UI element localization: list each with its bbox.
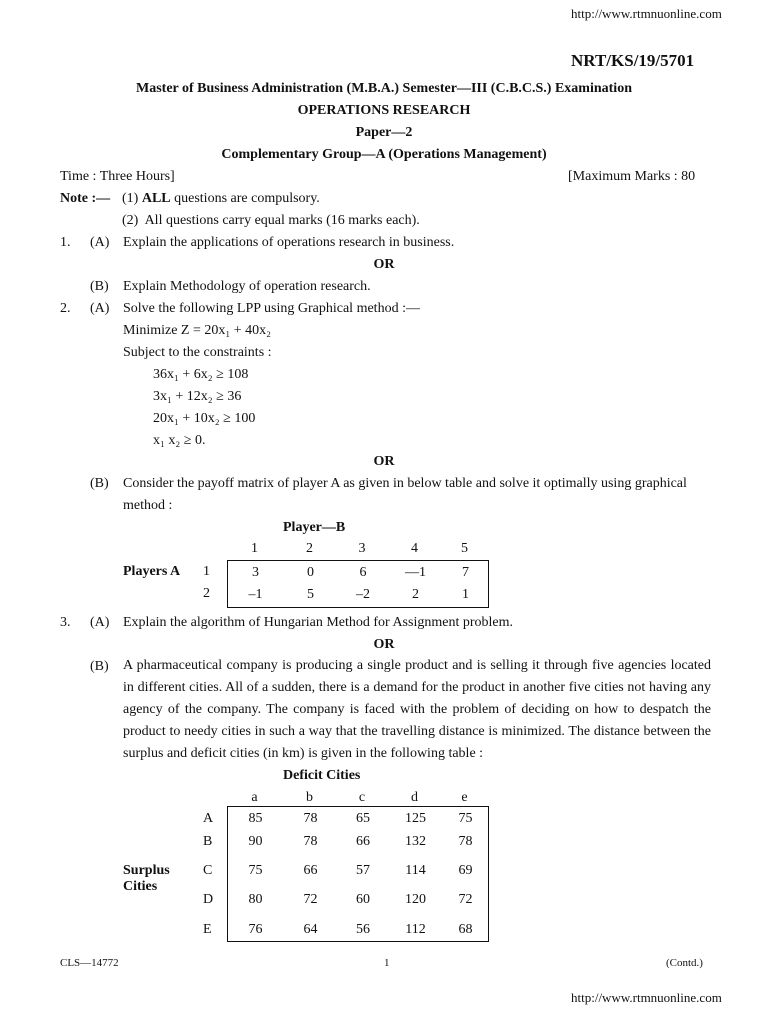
payoff-cell: 5 xyxy=(307,587,314,602)
distance-row-label: C xyxy=(203,863,213,878)
distance-cell: 69 xyxy=(458,863,473,878)
q2a-label: (A) xyxy=(90,301,110,316)
distance-cell: 78 xyxy=(303,811,318,826)
distance-row-title xyxy=(123,863,170,895)
distance-col-d: d xyxy=(411,790,418,805)
top-url-link[interactable]: http://www.rtmnuonline.com xyxy=(571,6,722,21)
distance-row-label: E xyxy=(203,922,212,937)
distance-col-e: e xyxy=(461,790,468,805)
q1b-label: (B) xyxy=(90,279,109,294)
payoff-cell: –2 xyxy=(356,587,370,602)
distance-cell: 132 xyxy=(405,834,426,849)
note-1-text: questions are compulsory. xyxy=(174,191,320,206)
page-number: 1 xyxy=(384,957,390,969)
paper-number: Paper—2 xyxy=(355,125,413,140)
distance-cell: 80 xyxy=(248,892,263,907)
contd-label: (Contd.) xyxy=(666,957,703,969)
payoff-col-title: Player—B xyxy=(283,520,346,535)
constraint-1: 36x₁ + 6x₂ ≥ 108 xyxy=(153,367,249,382)
q1-number: 1. xyxy=(60,235,71,250)
payoff-cell: 7 xyxy=(462,565,469,580)
distance-cell: 68 xyxy=(458,922,473,937)
note-2 xyxy=(122,213,420,229)
distance-cell: 64 xyxy=(303,922,318,937)
payoff-cell: 0 xyxy=(307,565,314,580)
distance-row-label: B xyxy=(203,834,213,849)
constraint-2: 3x₁ + 12x₂ ≥ 36 xyxy=(153,389,242,404)
distance-col-b: b xyxy=(306,790,313,805)
q2b-text-line2: method : xyxy=(123,498,173,513)
distance-cell: 75 xyxy=(458,811,473,826)
payoff-cell: —1 xyxy=(405,565,426,580)
q2b-text-line1: Consider the payoff matrix of player A as given in below table and solve it optimally using graphical xyxy=(123,476,687,491)
distance-cell: 85 xyxy=(248,811,263,826)
payoff-cell: 3 xyxy=(252,565,259,580)
constraint-4: x₁ x₂ ≥ 0. xyxy=(153,433,206,448)
payoff-cell: 1 xyxy=(462,587,469,602)
payoff-col-4: 4 xyxy=(411,541,418,556)
payoff-col-headers xyxy=(227,541,491,559)
distance-row-label: D xyxy=(203,892,214,907)
distance-row-title-2: Cities xyxy=(123,879,158,894)
distance-cell: 66 xyxy=(356,834,370,849)
payoff-col-1: 1 xyxy=(251,541,258,556)
q3b-text: A pharmaceutical company is producing a single product and is selling it through five agencies located in different cities. All of a sudden, there is a demand for the product in another five cities not having any agency of the company. The company is faced with the problem of deciding on how to despatch the product to needy cities in such a way that the travelling distance is minimized. The distance between the surplus and deficit cities (in km) is given in the following table : xyxy=(123,658,711,761)
distance-row-title-1: Surplus xyxy=(123,863,170,878)
distance-cell: 114 xyxy=(405,863,426,878)
distance-cell: 65 xyxy=(356,811,370,826)
q3-number: 3. xyxy=(60,615,71,630)
paper-code: NRT/KS/19/5701 xyxy=(571,51,695,70)
distance-col-a: a xyxy=(251,790,258,805)
q2a-text: Solve the following LPP using Graphical method :— xyxy=(123,301,420,316)
constraint-3: 20x₁ + 10x₂ ≥ 100 xyxy=(153,411,256,426)
distance-cell: 72 xyxy=(303,892,318,907)
payoff-cell: 2 xyxy=(412,587,419,602)
note-1 xyxy=(122,191,320,207)
distance-cell: 56 xyxy=(356,922,370,937)
distance-table xyxy=(227,806,489,942)
q3a-label: (A) xyxy=(90,615,110,630)
distance-cell: 72 xyxy=(458,892,473,907)
q2a-objective: Minimize Z = 20x₁ + 40x₂ xyxy=(123,323,272,338)
distance-cell: 75 xyxy=(248,863,263,878)
q3-or: OR xyxy=(373,637,395,652)
distance-cell: 76 xyxy=(248,922,263,937)
payoff-cell: 6 xyxy=(359,565,367,580)
max-marks: [Maximum Marks : 80 xyxy=(568,169,696,184)
q1b-text: Explain Methodology of operation research. xyxy=(123,279,371,294)
note-1-num: (1) xyxy=(122,191,139,206)
time-label: Time : Three Hours] xyxy=(60,169,175,184)
note-1-bold: ALL xyxy=(141,191,171,206)
q2-number: 2. xyxy=(60,301,71,316)
payoff-row-1-label: 1 xyxy=(203,564,210,579)
q2a-subject: Subject to the constraints : xyxy=(123,345,272,360)
payoff-cell: –1 xyxy=(248,587,263,602)
distance-cell: 78 xyxy=(303,834,318,849)
footer-code: CLS—14772 xyxy=(60,957,119,969)
payoff-col-3: 3 xyxy=(358,541,366,556)
bottom-url-link[interactable]: http://www.rtmnuonline.com xyxy=(571,990,722,1005)
distance-cell: 125 xyxy=(405,811,426,826)
q1a-label: (A) xyxy=(90,235,110,250)
distance-cell: 120 xyxy=(405,892,426,907)
distance-cell: 90 xyxy=(248,834,263,849)
note-2-text: All questions carry equal marks (16 marks each). xyxy=(144,213,420,228)
group-title: Complementary Group—A (Operations Management) xyxy=(221,147,547,162)
payoff-col-2: 2 xyxy=(306,541,313,556)
q2-or: OR xyxy=(373,454,395,469)
distance-col-c: c xyxy=(358,790,366,805)
payoff-col-5: 5 xyxy=(461,541,468,556)
payoff-matrix xyxy=(227,560,489,608)
note-label: Note :— xyxy=(60,191,111,206)
subject-title: OPERATIONS RESEARCH xyxy=(297,103,471,118)
distance-col-title: Deficit Cities xyxy=(283,768,361,783)
q1a-text: Explain the applications of operations research in business. xyxy=(123,235,455,250)
q1-or: OR xyxy=(373,257,395,272)
note-2-num: (2) xyxy=(122,213,139,228)
payoff-row-title: Players A xyxy=(123,564,181,579)
q2b-label: (B) xyxy=(90,476,109,491)
distance-cell: 78 xyxy=(458,834,473,849)
distance-cell: 66 xyxy=(303,863,318,878)
payoff-row-2-label: 2 xyxy=(203,586,210,601)
distance-cell: 60 xyxy=(356,892,370,907)
q3a-text: Explain the algorithm of Hungarian Method for Assignment problem. xyxy=(123,615,513,630)
distance-row-label: A xyxy=(203,811,214,826)
q3b-label: (B) xyxy=(90,659,109,674)
distance-cell: 112 xyxy=(405,922,426,937)
exam-title: Master of Business Administration (M.B.A.) Semester—III (C.B.C.S.) Examination xyxy=(136,81,632,96)
distance-cell: 57 xyxy=(356,863,370,878)
